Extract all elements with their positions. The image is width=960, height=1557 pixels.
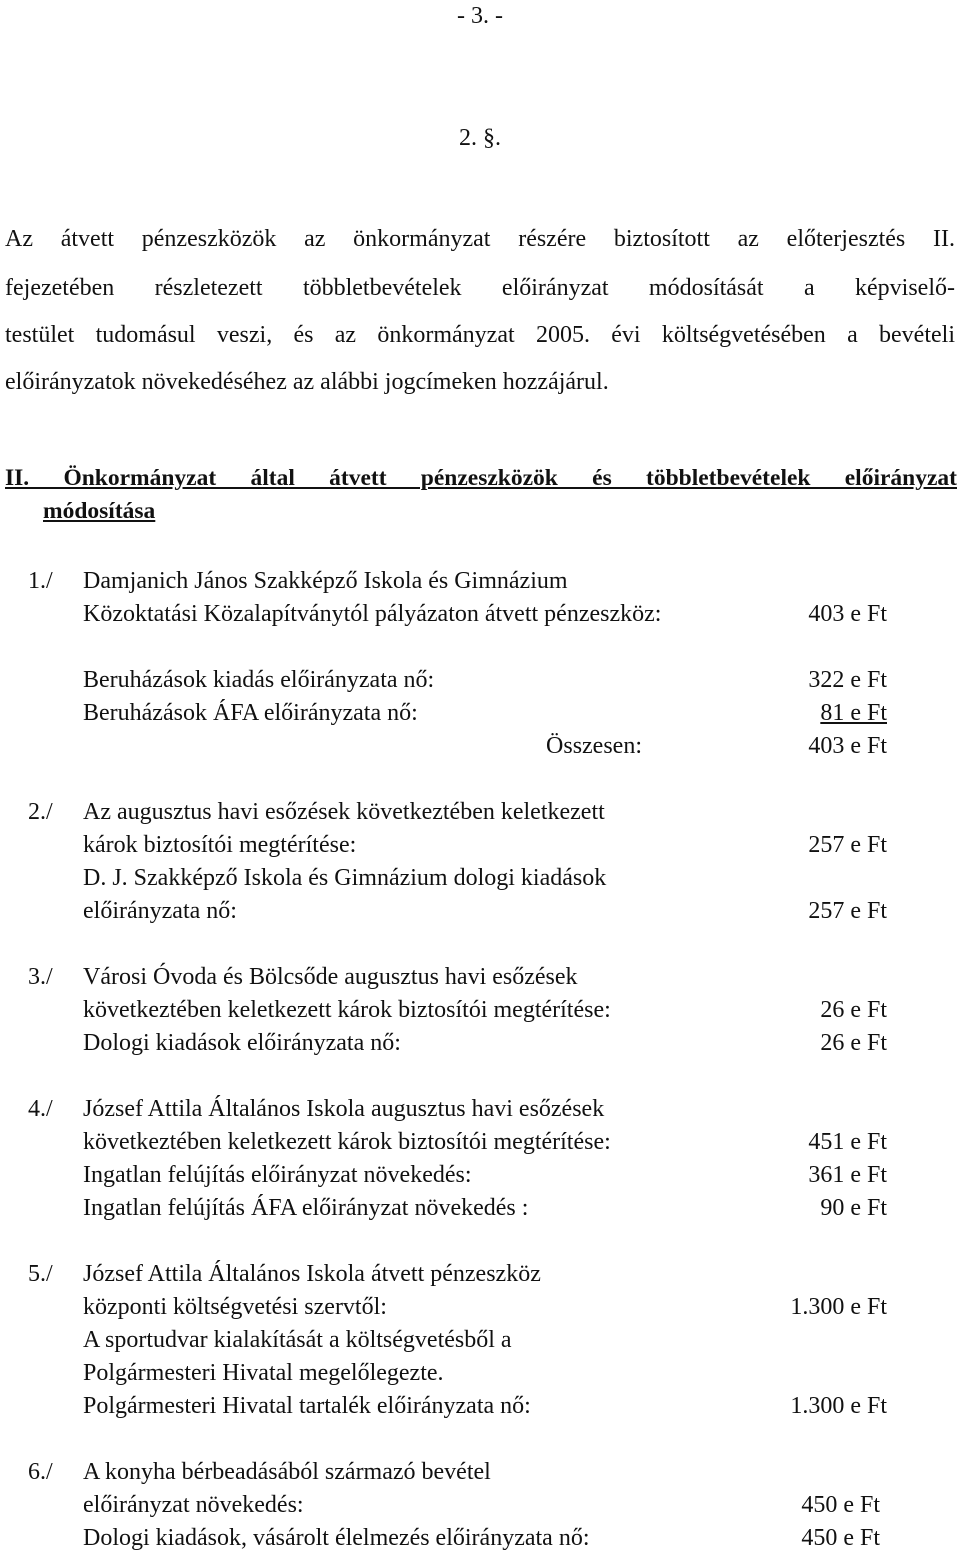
item-6-amount-2: 450 e Ft xyxy=(801,1492,880,1518)
intro-line-4: előirányzatok növekedéséhez az alábbi jogcímeken hozzájárul. xyxy=(5,369,609,395)
item-2-line-1: Az augusztus havi esőzések következtében keletkezett xyxy=(83,799,605,825)
item-4-line-4: Ingatlan felújítás ÁFA előirányzat növekedés : xyxy=(83,1195,529,1221)
item-1-number: 1./ xyxy=(28,568,53,594)
item-6-line-2: előirányzat növekedés: xyxy=(83,1492,304,1518)
item-6-line-3: Dologi kiadások, vásárolt élelmezés előirányzata nő: xyxy=(83,1525,590,1551)
item-1-line-4: Beruházások ÁFA előirányzata nő: xyxy=(83,700,418,726)
item-3-line-1: Városi Óvoda és Bölcsőde augusztus havi esőzések xyxy=(83,964,578,990)
item-2-line-4: előirányzata nő: xyxy=(83,898,237,924)
item-4-line-2: következtében keletkezett károk biztosítói megtérítése: xyxy=(83,1129,611,1155)
item-4-line-3: Ingatlan felújítás előirányzat növekedés: xyxy=(83,1162,472,1188)
item-6-line-1: A konyha bérbeadásából származó bevétel xyxy=(83,1459,491,1485)
item-4-amount-4: 90 e Ft xyxy=(820,1195,887,1221)
item-2-line-3: D. J. Szakképző Iskola és Gimnázium dologi kiadások xyxy=(83,865,607,891)
item-4-line-1: József Attila Általános Iskola augusztus havi esőzések xyxy=(83,1096,605,1122)
item-1-line-2: Közoktatási Közalapítványtól pályázaton átvett pénzeszköz: xyxy=(83,601,662,627)
item-6-number: 6./ xyxy=(28,1459,53,1485)
item-2-line-2: károk biztosítói megtérítése: xyxy=(83,832,357,858)
item-5-amount-5: 1.300 e Ft xyxy=(790,1393,887,1419)
item-6-amount-3: 450 e Ft xyxy=(801,1525,880,1551)
item-1-amount-4-value: 81 e Ft xyxy=(820,700,887,726)
item-2-amount-2: 257 e Ft xyxy=(808,832,887,858)
item-3-line-2: következtében keletkezett károk biztosítói megtérítése: xyxy=(83,997,611,1023)
item-5-line-1: József Attila Általános Iskola átvett pénzeszköz xyxy=(83,1261,541,1287)
intro-line-3: testület tudomásul veszi, és az önkormányzat 2005. évi költségvetésében a bevételi xyxy=(5,322,955,348)
item-4-number: 4./ xyxy=(28,1096,53,1122)
section-heading-line-2: módosítása xyxy=(43,498,156,524)
item-3-amount-3: 26 e Ft xyxy=(820,1030,887,1056)
item-3-amount-2: 26 e Ft xyxy=(820,997,887,1023)
intro-line-2: fejezetében részletezett többletbevételek előirányzat módosítását a képviselő- xyxy=(5,275,955,301)
item-1-line-1: Damjanich János Szakképző Iskola és Gimnázium xyxy=(83,568,568,594)
item-1-total-label: Összesen: xyxy=(546,733,642,759)
item-1-total-amount: 403 e Ft xyxy=(808,733,887,759)
item-1-line-3: Beruházások kiadás előirányzata nő: xyxy=(83,667,435,693)
item-5-line-2: központi költségvetési szervtől: xyxy=(83,1294,387,1320)
page-number: - 3. - xyxy=(457,3,503,29)
intro-line-1: Az átvett pénzeszközök az önkormányzat részére biztosított az előterjesztés II. xyxy=(5,226,955,252)
item-2-number: 2./ xyxy=(28,799,53,825)
item-2-amount-4: 257 e Ft xyxy=(808,898,887,924)
item-5-line-4: Polgármesteri Hivatal megelőlegezte. xyxy=(83,1360,444,1386)
section-number: 2. §. xyxy=(459,125,501,151)
item-4-amount-2: 451 e Ft xyxy=(808,1129,887,1155)
item-4-amount-3: 361 e Ft xyxy=(808,1162,887,1188)
item-3-line-3: Dologi kiadások előirányzata nő: xyxy=(83,1030,401,1056)
item-3-number: 3./ xyxy=(28,964,53,990)
item-1-amount-4 xyxy=(700,700,887,727)
section-heading-line-1: II. Önkormányzat által átvett pénzeszközök és többletbevételek előirányzat xyxy=(5,465,957,491)
item-1-amount-3: 322 e Ft xyxy=(808,667,887,693)
item-5-line-3: A sportudvar kialakítását a költségvetésből a xyxy=(83,1327,512,1353)
item-5-amount-2: 1.300 e Ft xyxy=(790,1294,887,1320)
item-1-amount-2: 403 e Ft xyxy=(808,601,887,627)
item-5-line-5: Polgármesteri Hivatal tartalék előirányzata nő: xyxy=(83,1393,531,1419)
item-5-number: 5./ xyxy=(28,1261,53,1287)
